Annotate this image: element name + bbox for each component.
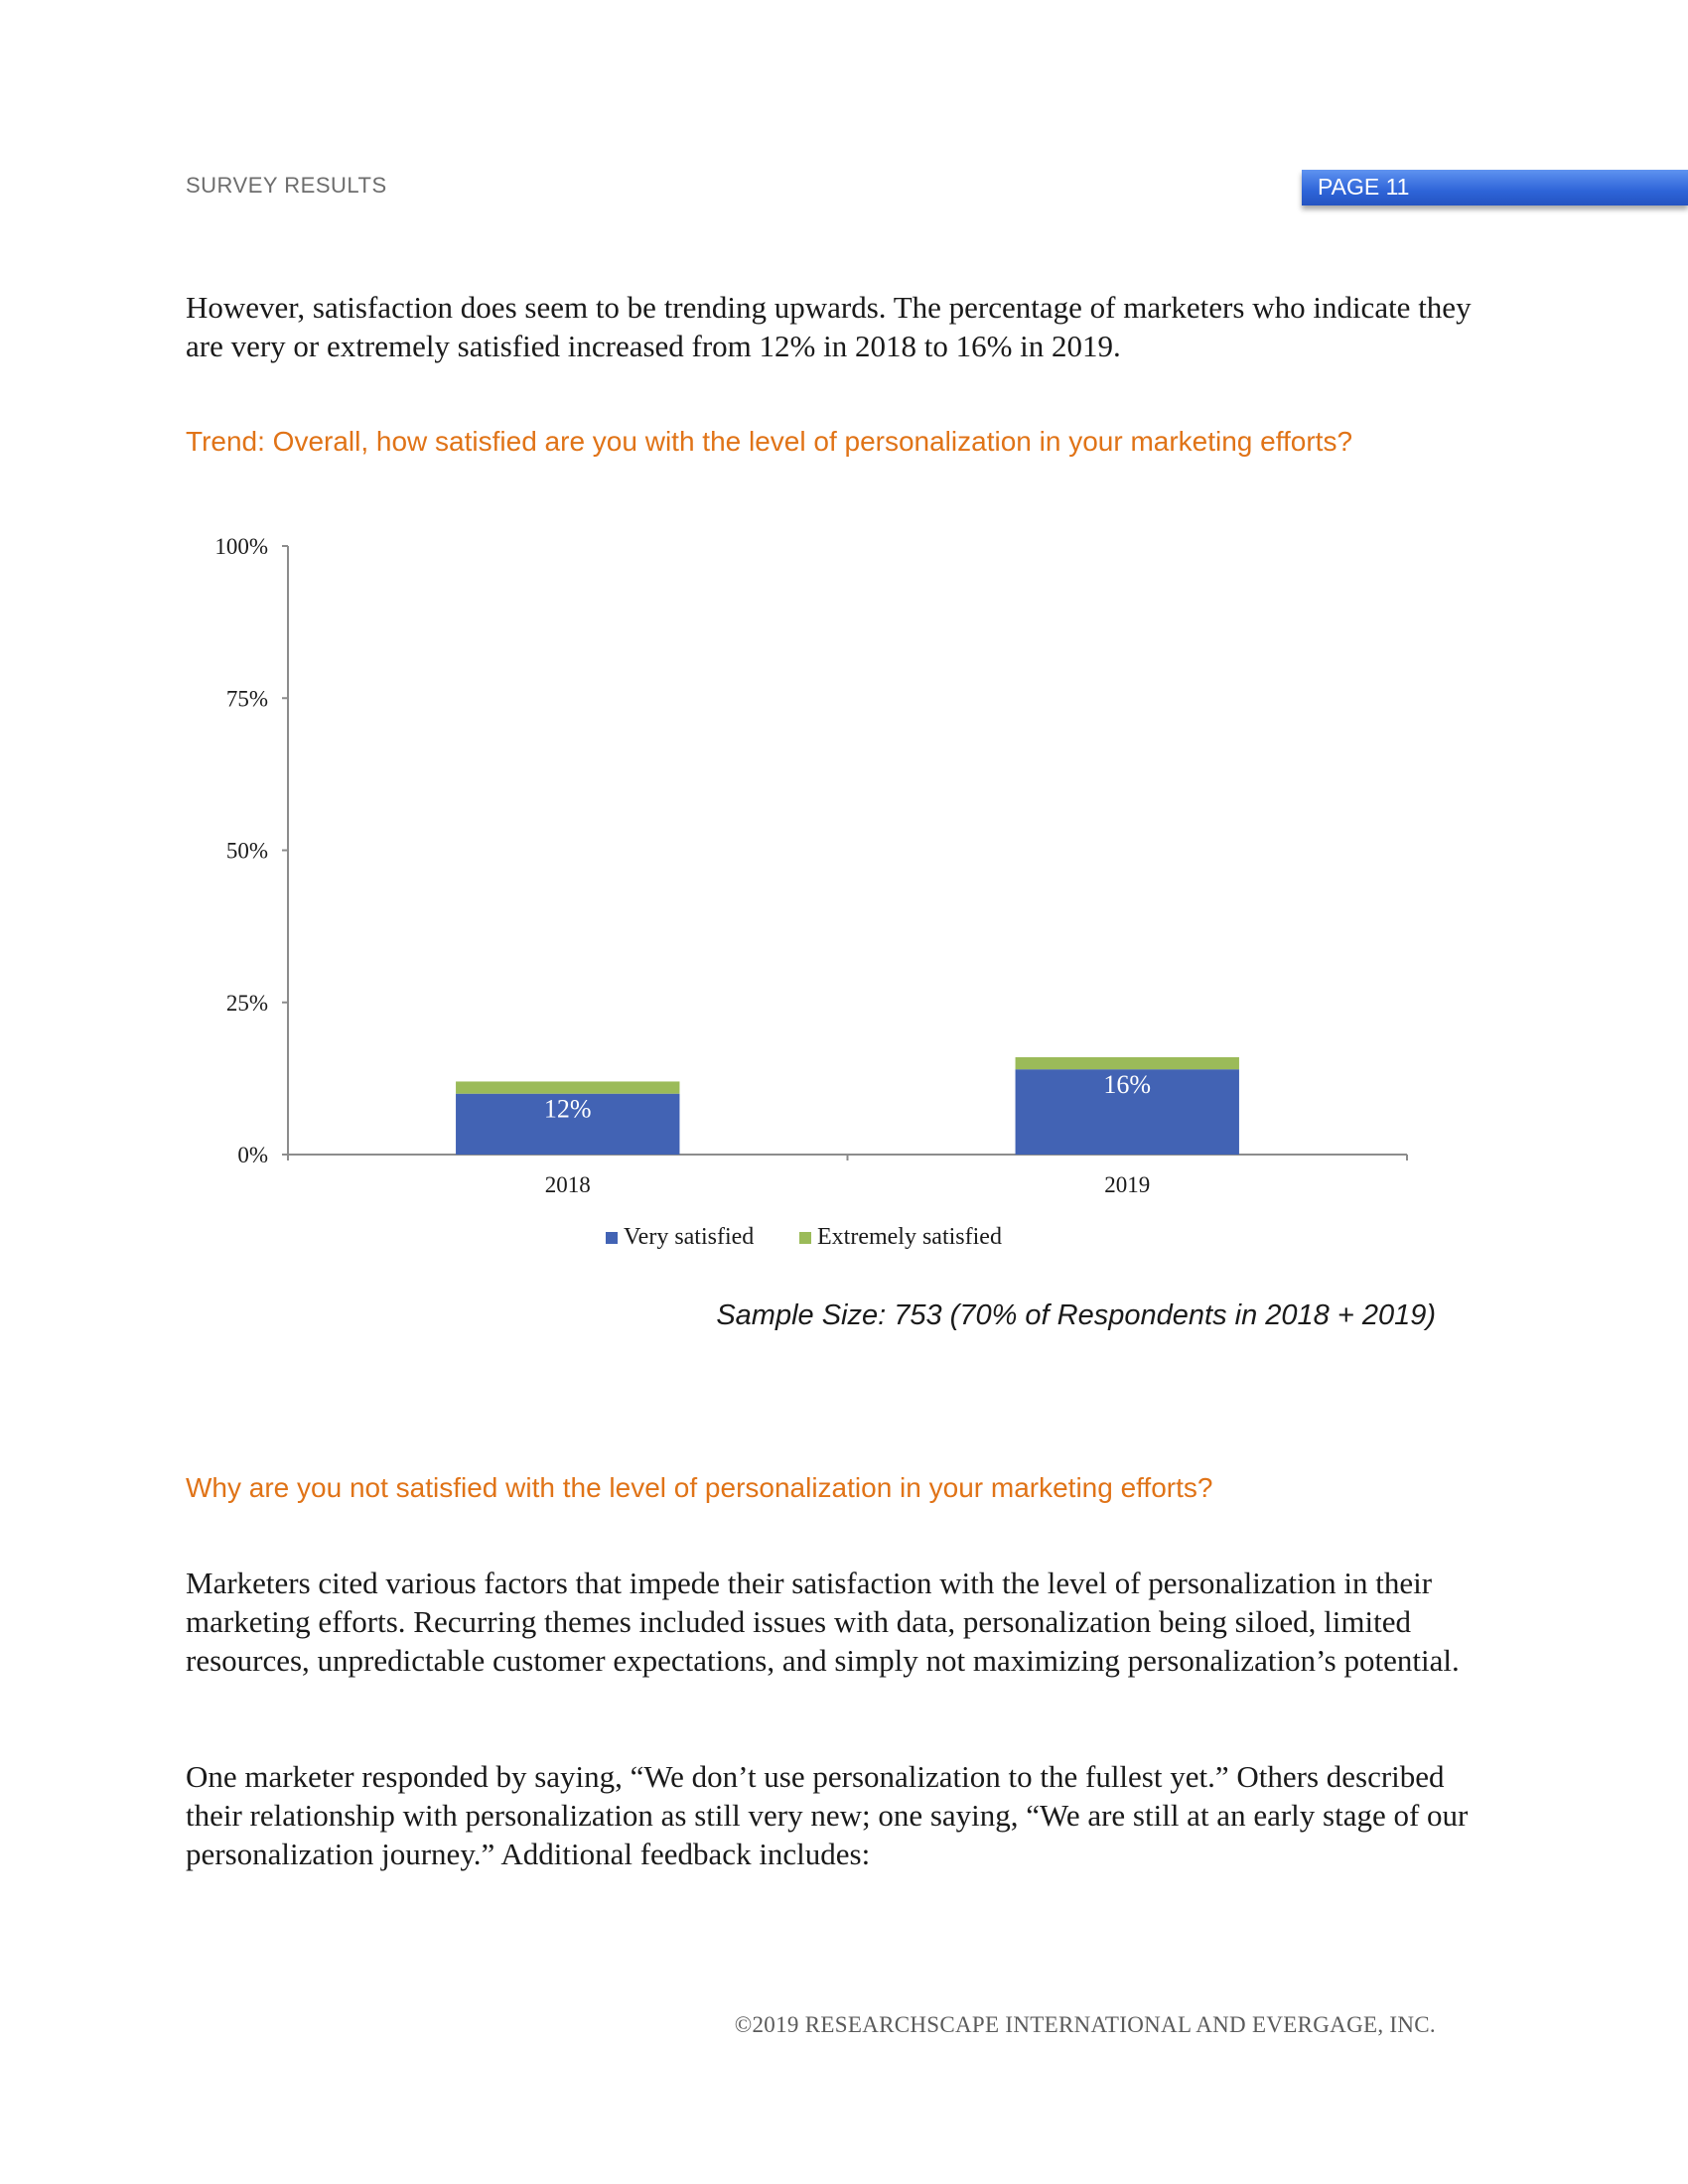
x-tick-label: 2019: [1104, 1172, 1151, 1197]
page-number-tab: PAGE 11: [1302, 170, 1688, 205]
section-header: SURVEY RESULTS: [186, 173, 387, 198]
findings-paragraph: Marketers cited various factors that impede their satisfaction with the level of personalization in their marketing efforts. Recurring themes included issues with data, personalization being siloed, limited resources, unpredictable customer expectations, and simply not maximizing personalization’s potential.: [186, 1566, 1460, 1678]
y-tick-label: 25%: [225, 990, 268, 1016]
chart-question: Trend: Overall, how satisfied are you with the level of personalization in your marketing efforts?: [186, 426, 1353, 457]
legend-label: Very satisfied: [624, 1224, 755, 1250]
data-label: 16%: [1103, 1070, 1152, 1100]
bar-2018-extremely-satisfied: [456, 1081, 679, 1093]
legend-label: Extremely satisfied: [817, 1224, 1002, 1250]
sample-size-note: Sample Size: 753 (70% of Respondents in 2018 + 2019): [716, 1299, 1436, 1331]
y-tick-label: 75%: [225, 686, 268, 712]
copyright-footer: ©2019 RESEARCHSCAPE INTERNATIONAL AND EVERGAGE, INC.: [734, 2012, 1436, 2037]
satisfaction-trend-chart: [179, 516, 1470, 1271]
y-tick-label: 100%: [214, 534, 268, 559]
x-tick-label: 2018: [544, 1172, 591, 1197]
legend-swatch: [799, 1232, 811, 1244]
legend-swatch: [606, 1232, 618, 1244]
chart-svg: [179, 516, 1470, 1271]
second-question: Why are you not satisfied with the level of personalization in your marketing efforts?: [186, 1472, 1213, 1503]
feedback-paragraph: One marketer responded by saying, “We don’t use personalization to the fullest yet.” Others described their relationship with personalization as still very new; one saying, “We are still at an early stage of our personalization journey.” Additional feedback includes:: [186, 1759, 1469, 1871]
data-label: 12%: [543, 1094, 592, 1124]
y-tick-label: 50%: [225, 838, 268, 864]
bar-2019-extremely-satisfied: [1016, 1057, 1239, 1069]
intro-paragraph: However, satisfaction does seem to be trending upwards. The percentage of marketers who indicate they are very or extremely satisfied increased from 12% in 2018 to 16% in 2019.: [186, 290, 1472, 363]
y-tick-label: 0%: [237, 1143, 268, 1167]
